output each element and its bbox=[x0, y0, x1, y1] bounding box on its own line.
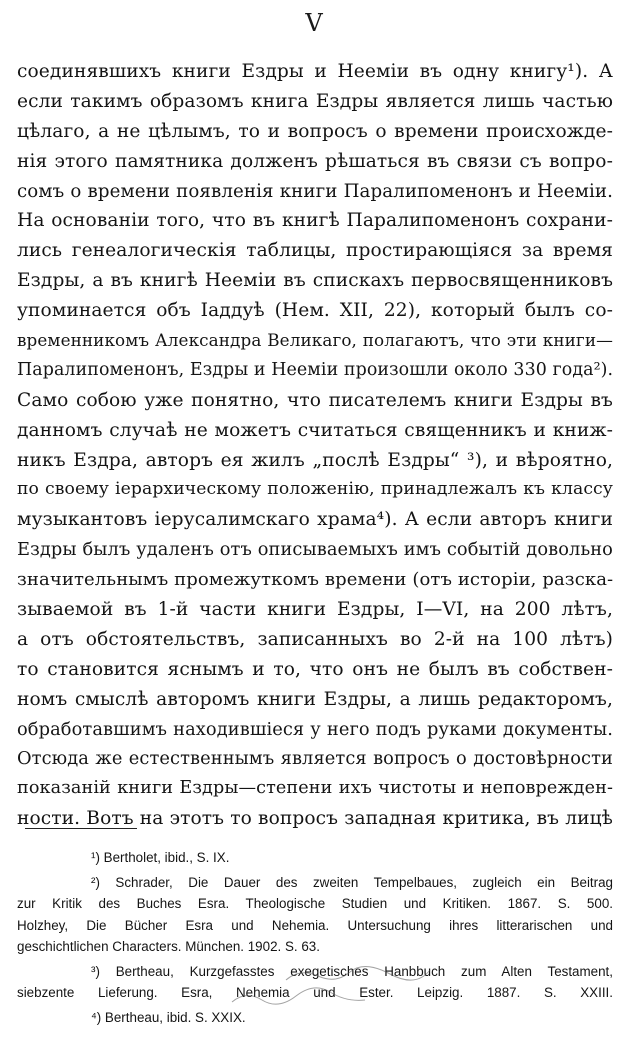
footnote-2: ²) Schrader, Die Dauer des zweiten Tempelbaues, zugleich ein Beitrag bbox=[91, 874, 613, 890]
body-line: значительнымъ промежуткомъ времени (отъ исторiи, разска- bbox=[17, 569, 614, 591]
body-line: цѣлаго, а не цѣлымъ, то и вопросъ о времени происхожде- bbox=[17, 120, 613, 142]
body-line: Само собою уже понятно, что писателемъ книги Ездры въ bbox=[17, 389, 613, 411]
footnote-4: ⁴) Bertheau, ibid. S. XXIX. bbox=[91, 1009, 246, 1025]
body-line: Отсюда же естественнымъ является вопросъ о достовѣрности bbox=[17, 748, 613, 770]
body-line: нiя этого памятника долженъ рѣшаться въ связи съ вопро- bbox=[17, 150, 613, 172]
body-line: временникомъ Александра Великаго, полагаютъ, что эти книги— bbox=[17, 330, 613, 351]
body-text bbox=[17, 57, 613, 834]
body-line: зываемой въ 1-й части книги Ездры, I—VI, на 200 лѣтъ, bbox=[17, 599, 613, 621]
footnote-1: ¹) Bertholet, ibid., S. IX. bbox=[91, 850, 230, 865]
body-line: музыкантовъ iерусалимскаго храма⁴). А если авторъ книги bbox=[17, 509, 613, 531]
body-line: Ездры былъ удаленъ отъ описываемыхъ имъ событiй довольно bbox=[17, 539, 613, 561]
body-line: соединявшихъ книги Ездры и Неемiи въ одну книгу¹). А bbox=[17, 61, 613, 82]
footnote-separator bbox=[25, 828, 137, 829]
body-line: если такимъ образомъ книга Ездры является лишь частью bbox=[17, 90, 613, 112]
body-line: Ездры, а въ книгѣ Неемiи въ спискахъ первосвященниковъ bbox=[17, 270, 613, 292]
body-line: На основанiи того, что въ книгѣ Паралипоменонъ сохрани- bbox=[17, 210, 613, 232]
body-line: Паралипоменонъ, Ездры и Неемiи произошли около 330 года²). bbox=[17, 359, 614, 380]
body-line: то становится яснымъ и то, что онъ не былъ въ собствен- bbox=[17, 658, 613, 680]
body-line: ности. Вотъ на этотъ то вопросъ западная критика, въ лицѣ bbox=[17, 808, 613, 830]
body-line: номъ смыслѣ авторомъ книги Ездры, а лишь редакторомъ, bbox=[17, 688, 613, 710]
body-line: сомъ о времени появленiя книги Паралипоменонъ и Неемiи. bbox=[17, 180, 613, 202]
body-line: упоминается объ Iаддуѣ (Нем. XII, 22), который былъ со- bbox=[17, 300, 613, 322]
page-number: V bbox=[305, 9, 323, 37]
body-line: показанiй книги Ездры—степени ихъ чистоты и неповрежден- bbox=[17, 778, 613, 799]
body-line: данномъ случаѣ не можетъ считаться священникъ и книж- bbox=[17, 419, 613, 441]
body-line: по своему iерархическому положенiю, принадлежалъ къ классу bbox=[17, 479, 613, 500]
body-line: а отъ обстоятельствъ, записанныхъ во 2-й на 100 лѣтъ) bbox=[17, 628, 613, 650]
footnote-2-continuation: Holzhey, Die Bücher Esra und Nehemia. Untersuchung ihres litterarischen und bbox=[17, 917, 613, 933]
footnote-3: ³) Bertheau, Kurzgefasstes exegetisches Hanbbuch zum Alten Testament, bbox=[91, 963, 613, 979]
footnote-2-continuation: geschichtlichen Characters. München. 1902. S. 63. bbox=[17, 939, 320, 954]
footnotes bbox=[17, 847, 613, 1028]
body-line: никъ Ездра, авторъ ея жилъ „послѣ Ездры“ ³), и вѣроятно, bbox=[17, 449, 613, 471]
footnote-3-continuation: siebzente Lieferung. Esra, Nehemia und Ester. Leipzig. 1887. S. XXIII. bbox=[17, 985, 613, 1000]
footnote-2-continuation: zur Kritik des Buches Esra. Theologische Studien und Kritiken. 1867. S. 500. bbox=[17, 896, 613, 911]
body-line: обработавшимъ находившiеся у него подъ руками документы. bbox=[17, 718, 613, 740]
body-line: лись генеалогическiя таблицы, простирающiяся за время bbox=[17, 240, 613, 262]
